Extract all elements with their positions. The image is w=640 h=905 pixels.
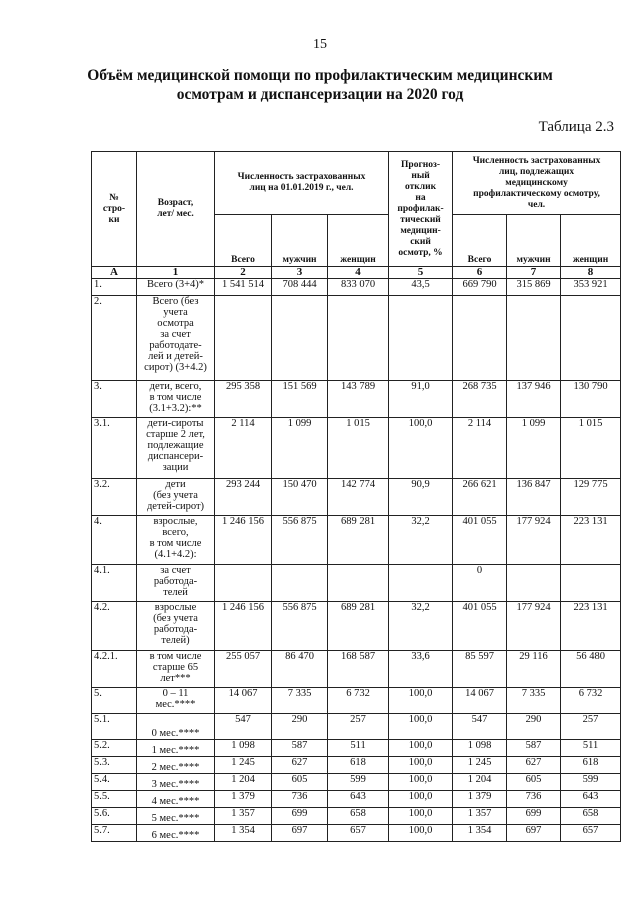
table-row xyxy=(92,565,621,602)
table-row xyxy=(92,757,621,774)
column-letter: 8 xyxy=(561,267,621,279)
value-cell: 168 587 xyxy=(328,651,389,688)
value-cell: 257 xyxy=(561,714,621,740)
value-cell: 130 790 xyxy=(561,381,621,418)
age-line: лей и детей- xyxy=(148,351,203,362)
value-cell: 1 204 xyxy=(215,774,272,791)
value-cell: 401 055 xyxy=(453,516,507,565)
value-cell: 32,2 xyxy=(389,602,453,651)
value-cell: 290 xyxy=(272,714,328,740)
age-cell xyxy=(137,774,215,791)
value-cell: 605 xyxy=(272,774,328,791)
value-cell xyxy=(561,565,621,602)
row-number-cell: 3.2. xyxy=(92,479,137,516)
column-letter: 3 xyxy=(272,267,328,279)
age-line: за счет xyxy=(160,329,191,340)
age-line: дети-сироты xyxy=(147,418,204,429)
table-row xyxy=(92,279,621,296)
age-line: старше 65 xyxy=(152,662,199,673)
value-cell xyxy=(507,296,561,381)
age-line: осмотра xyxy=(157,318,194,329)
age-line: 4 мес.**** xyxy=(151,796,200,807)
value-cell: 1 099 xyxy=(272,418,328,479)
header-exam-female: женщин xyxy=(561,215,621,267)
value-cell: 657 xyxy=(561,825,621,842)
value-cell: 100,0 xyxy=(389,688,453,714)
value-cell: 29 116 xyxy=(507,651,561,688)
row-number-cell: 3.1. xyxy=(92,418,137,479)
value-cell xyxy=(272,296,328,381)
age-cell xyxy=(137,808,215,825)
age-line: мес.**** xyxy=(155,699,196,710)
table-row xyxy=(92,808,621,825)
age-cell xyxy=(137,296,215,381)
age-cell xyxy=(137,791,215,808)
age-line: Всего (без xyxy=(152,296,199,307)
header-exam-male: мужчин xyxy=(507,215,561,267)
document-title xyxy=(60,66,580,104)
column-letter: 5 xyxy=(389,267,453,279)
age-line: (4.1+4.2): xyxy=(154,549,197,560)
value-cell: 658 xyxy=(328,808,389,825)
value-cell: 136 847 xyxy=(507,479,561,516)
age-cell xyxy=(137,757,215,774)
value-cell: 689 281 xyxy=(328,602,389,651)
value-cell: 91,0 xyxy=(389,381,453,418)
value-cell: 1 357 xyxy=(453,808,507,825)
value-cell: 6 732 xyxy=(561,688,621,714)
value-cell: 1 098 xyxy=(453,740,507,757)
value-cell: 2 114 xyxy=(453,418,507,479)
value-cell: 401 055 xyxy=(453,602,507,651)
row-number-cell: 4.2. xyxy=(92,602,137,651)
value-cell: 736 xyxy=(272,791,328,808)
value-cell: 1 245 xyxy=(215,757,272,774)
value-cell: 293 244 xyxy=(215,479,272,516)
value-cell: 295 358 xyxy=(215,381,272,418)
value-cell: 315 869 xyxy=(507,279,561,296)
value-cell: 697 xyxy=(507,825,561,842)
value-cell: 556 875 xyxy=(272,602,328,651)
row-number-cell: 5.2. xyxy=(92,740,137,757)
value-cell: 268 735 xyxy=(453,381,507,418)
value-cell: 1 354 xyxy=(215,825,272,842)
age-line: подлежащие xyxy=(147,440,204,451)
value-cell: 90,9 xyxy=(389,479,453,516)
value-cell: 100,0 xyxy=(389,740,453,757)
age-line: взрослые xyxy=(154,602,197,613)
value-cell: 547 xyxy=(215,714,272,740)
value-cell: 0 xyxy=(453,565,507,602)
table-row xyxy=(92,714,621,740)
age-line: детей-сирот) xyxy=(146,501,205,512)
age-line: сирот) (3+4.2) xyxy=(144,362,207,373)
column-letter: 2 xyxy=(215,267,272,279)
value-cell: 657 xyxy=(328,825,389,842)
value-cell: 627 xyxy=(507,757,561,774)
value-cell: 33,6 xyxy=(389,651,453,688)
value-cell: 32,2 xyxy=(389,516,453,565)
age-line: (без учета xyxy=(153,490,198,501)
value-cell: 85 597 xyxy=(453,651,507,688)
row-number-cell: 2. xyxy=(92,296,137,381)
age-line: за счет xyxy=(160,565,191,576)
age-line: старше 2 лет, xyxy=(146,429,205,440)
value-cell xyxy=(561,296,621,381)
value-cell xyxy=(215,296,272,381)
row-number-cell: 4.1. xyxy=(92,565,137,602)
age-cell xyxy=(137,516,215,565)
age-cell xyxy=(137,714,215,740)
header-response-percent: Прогноз- ный отклик на профилак- тический медицин- ский осмотр, % xyxy=(389,152,453,267)
row-number-cell: 5.4. xyxy=(92,774,137,791)
value-cell: 1 246 156 xyxy=(215,602,272,651)
age-line: 0 мес.**** xyxy=(151,728,200,739)
column-letter: 7 xyxy=(507,267,561,279)
table-row xyxy=(92,516,621,565)
value-cell: 599 xyxy=(328,774,389,791)
value-cell: 100,0 xyxy=(389,791,453,808)
age-cell xyxy=(137,740,215,757)
age-line: (без учета xyxy=(153,613,198,624)
age-line: 3 мес.**** xyxy=(151,779,200,790)
age-line: телей) xyxy=(161,635,190,646)
row-number-cell: 5. xyxy=(92,688,137,714)
row-number-cell: 5.7. xyxy=(92,825,137,842)
title-line-1: Объём медицинской помощи по профилактическим медицинским xyxy=(87,67,553,84)
value-cell: 1 541 514 xyxy=(215,279,272,296)
value-cell: 511 xyxy=(328,740,389,757)
value-cell: 143 789 xyxy=(328,381,389,418)
value-cell: 1 015 xyxy=(561,418,621,479)
age-cell xyxy=(137,381,215,418)
row-number-cell: 5.3. xyxy=(92,757,137,774)
column-letter: 6 xyxy=(453,267,507,279)
age-line: лет*** xyxy=(160,673,191,684)
value-cell xyxy=(215,565,272,602)
value-cell: 223 131 xyxy=(561,602,621,651)
age-line: работода- xyxy=(153,624,198,635)
value-cell: 587 xyxy=(507,740,561,757)
value-cell: 2 114 xyxy=(215,418,272,479)
value-cell: 1 015 xyxy=(328,418,389,479)
page-number: 15 xyxy=(313,37,327,52)
value-cell: 100,0 xyxy=(389,757,453,774)
value-cell xyxy=(272,565,328,602)
age-cell xyxy=(137,418,215,479)
value-cell: 177 924 xyxy=(507,602,561,651)
row-number-cell: 5.6. xyxy=(92,808,137,825)
value-cell: 1 354 xyxy=(453,825,507,842)
table-row xyxy=(92,740,621,757)
value-cell: 587 xyxy=(272,740,328,757)
value-cell: 833 070 xyxy=(328,279,389,296)
age-line: всего, xyxy=(162,527,189,538)
row-number-cell: 3. xyxy=(92,381,137,418)
header-age: Возраст, лет/ мес. xyxy=(137,152,215,267)
age-line: 5 мес.**** xyxy=(151,813,200,824)
value-cell: 255 057 xyxy=(215,651,272,688)
value-cell: 697 xyxy=(272,825,328,842)
age-line: 2 мес.**** xyxy=(151,762,200,773)
value-cell: 547 xyxy=(453,714,507,740)
value-cell xyxy=(328,565,389,602)
age-line: телей xyxy=(163,587,188,598)
value-cell: 1 379 xyxy=(215,791,272,808)
header-insured-total: Всего xyxy=(215,215,272,267)
value-cell: 43,5 xyxy=(389,279,453,296)
value-cell: 618 xyxy=(328,757,389,774)
value-cell: 627 xyxy=(272,757,328,774)
age-cell xyxy=(137,279,215,296)
value-cell: 56 480 xyxy=(561,651,621,688)
table-row xyxy=(92,791,621,808)
title-line-2: осмотрам и диспансеризации на 2020 год xyxy=(176,86,464,103)
age-line: учета xyxy=(163,307,188,318)
table-label: Таблица 2.3 xyxy=(538,119,614,135)
value-cell: 7 335 xyxy=(507,688,561,714)
value-cell: 1 099 xyxy=(507,418,561,479)
header-insured-male: мужчин xyxy=(272,215,328,267)
value-cell: 100,0 xyxy=(389,774,453,791)
row-number-cell: 5.5. xyxy=(92,791,137,808)
age-line: в том числе xyxy=(149,538,202,549)
table-row xyxy=(92,479,621,516)
value-cell: 1 098 xyxy=(215,740,272,757)
value-cell: 151 569 xyxy=(272,381,328,418)
age-line: дети, всего, xyxy=(149,381,202,392)
value-cell: 643 xyxy=(561,791,621,808)
value-cell: 14 067 xyxy=(215,688,272,714)
value-cell xyxy=(389,296,453,381)
column-letters-row xyxy=(92,267,621,279)
row-number-cell: 4.2.1. xyxy=(92,651,137,688)
age-cell xyxy=(137,602,215,651)
age-cell xyxy=(137,688,215,714)
age-line: взрослые, xyxy=(153,516,198,527)
table-row xyxy=(92,602,621,651)
value-cell xyxy=(389,565,453,602)
age-line: 6 мес.**** xyxy=(151,830,200,841)
header-exam-count: Численность застрахованных лиц, подлежащих медицинскому профилактическому осмотру, чел. xyxy=(453,152,621,215)
table-row xyxy=(92,651,621,688)
age-line: дети xyxy=(165,479,186,490)
column-letter: А xyxy=(92,267,137,279)
value-cell: 7 335 xyxy=(272,688,328,714)
table-row xyxy=(92,381,621,418)
value-cell: 100,0 xyxy=(389,418,453,479)
column-letter: 1 xyxy=(137,267,215,279)
column-letter: 4 xyxy=(328,267,389,279)
age-cell xyxy=(137,479,215,516)
table-row xyxy=(92,296,621,381)
age-cell xyxy=(137,825,215,842)
age-line: 0 – 11 xyxy=(162,688,189,699)
value-cell: 708 444 xyxy=(272,279,328,296)
value-cell: 658 xyxy=(561,808,621,825)
value-cell: 177 924 xyxy=(507,516,561,565)
value-cell: 100,0 xyxy=(389,808,453,825)
value-cell: 689 281 xyxy=(328,516,389,565)
header-row-number: № стро- ки xyxy=(92,152,137,267)
value-cell: 223 131 xyxy=(561,516,621,565)
value-cell: 100,0 xyxy=(389,714,453,740)
value-cell: 599 xyxy=(561,774,621,791)
medical-exam-table xyxy=(91,151,621,842)
header-insured-count: Численность застрахованных лиц на 01.01.2019 г., чел. xyxy=(215,152,389,215)
value-cell: 511 xyxy=(561,740,621,757)
value-cell: 100,0 xyxy=(389,825,453,842)
value-cell: 699 xyxy=(507,808,561,825)
table-row xyxy=(92,774,621,791)
value-cell: 290 xyxy=(507,714,561,740)
value-cell: 86 470 xyxy=(272,651,328,688)
age-line: работода- xyxy=(153,576,198,587)
value-cell: 736 xyxy=(507,791,561,808)
value-cell: 14 067 xyxy=(453,688,507,714)
table-row xyxy=(92,688,621,714)
value-cell: 1 245 xyxy=(453,757,507,774)
age-line: зации xyxy=(162,462,189,473)
value-cell: 618 xyxy=(561,757,621,774)
age-line: работодате- xyxy=(149,340,202,351)
value-cell: 129 775 xyxy=(561,479,621,516)
age-line: диспансери- xyxy=(147,451,204,462)
age-line: в том числе xyxy=(149,392,202,403)
value-cell: 643 xyxy=(328,791,389,808)
value-cell: 1 246 156 xyxy=(215,516,272,565)
value-cell: 605 xyxy=(507,774,561,791)
value-cell: 6 732 xyxy=(328,688,389,714)
value-cell: 142 774 xyxy=(328,479,389,516)
row-number-cell: 5.1. xyxy=(92,714,137,740)
value-cell: 353 921 xyxy=(561,279,621,296)
header-exam-total: Всего xyxy=(453,215,507,267)
header-insured-female: женщин xyxy=(328,215,389,267)
value-cell: 669 790 xyxy=(453,279,507,296)
value-cell xyxy=(507,565,561,602)
age-line: в том числе xyxy=(149,651,202,662)
table-body xyxy=(92,279,621,842)
value-cell: 556 875 xyxy=(272,516,328,565)
value-cell: 1 357 xyxy=(215,808,272,825)
value-cell: 266 621 xyxy=(453,479,507,516)
value-cell: 1 379 xyxy=(453,791,507,808)
value-cell: 699 xyxy=(272,808,328,825)
table-row xyxy=(92,825,621,842)
age-line: (3.1+3.2):** xyxy=(149,403,202,414)
value-cell: 257 xyxy=(328,714,389,740)
value-cell: 150 470 xyxy=(272,479,328,516)
value-cell xyxy=(453,296,507,381)
row-number-cell: 1. xyxy=(92,279,137,296)
value-cell xyxy=(328,296,389,381)
age-cell xyxy=(137,565,215,602)
value-cell: 1 204 xyxy=(453,774,507,791)
row-number-cell: 4. xyxy=(92,516,137,565)
value-cell: 137 946 xyxy=(507,381,561,418)
age-line: 1 мес.**** xyxy=(151,745,200,756)
age-line: Всего (3+4)* xyxy=(146,279,205,290)
age-cell xyxy=(137,651,215,688)
table-row xyxy=(92,418,621,479)
